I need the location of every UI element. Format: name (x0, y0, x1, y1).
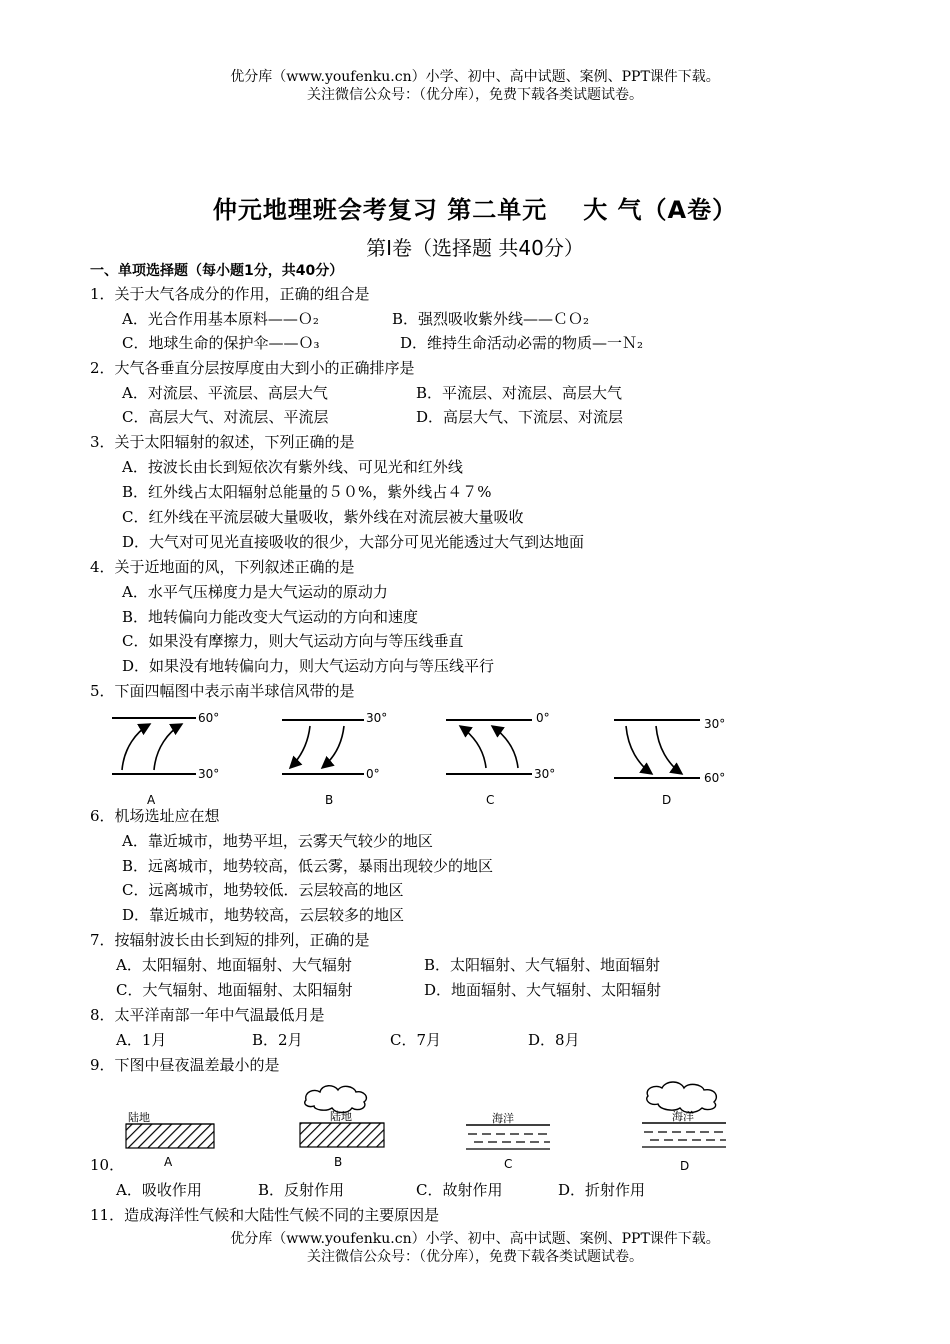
q1-option-c: C．地球生命的保护伞——Ｏ₃ (122, 334, 320, 352)
q5-d-label: D (662, 793, 672, 807)
q2-option-b: B．平流层、对流层、高层大气 (416, 384, 623, 402)
q4-option-d: D．如果没有地转偏向力，则大气运动方向与等压线平行 (122, 657, 495, 675)
q9-a-label: A (164, 1155, 173, 1169)
q5-a-bottom-lat: 30° (198, 767, 220, 781)
q9-panel-d (642, 1082, 726, 1173)
q9-c-label: C (504, 1157, 513, 1171)
q5-panel-b (282, 711, 387, 807)
q11-stem: 11．造成海洋性气候和大陆性气候不同的主要原因是 (90, 1206, 440, 1224)
q5-b-bottom-lat: 0° (366, 767, 380, 781)
q1-option-a: A．光合作用基本原料——Ｏ₂ (122, 310, 319, 328)
header-line-2: 关注微信公众号：（优分库），免费下载各类试题试卷。 (307, 87, 643, 103)
q9-panel-b (300, 1086, 384, 1169)
footer-line-1: 优分库（www.youfenku.cn）小学、初中、高中试题、案例、PPT课件下载。 (230, 1231, 720, 1247)
q5-d-top-lat: 30° (704, 717, 726, 731)
q9-diurnal-range-figure (118, 1078, 738, 1180)
q4-option-c: C．如果没有摩擦力，则大气运动方向与等压线垂直 (122, 632, 464, 650)
q5-b-top-lat: 30° (366, 711, 388, 725)
q8-option-d: D．8月 (528, 1031, 580, 1049)
q7-option-c: C．大气辐射、地面辐射、太阳辐射 (116, 981, 353, 999)
q9-stem: 9．下图中昼夜温差最小的是 (90, 1056, 280, 1074)
q9-a-surface: 陆地 (128, 1111, 150, 1124)
title-part-1: 仲元地理班会考复习 第二单元 (212, 196, 548, 224)
q5-panel-a (112, 711, 219, 807)
q2-stem: 2．大气各垂直分层按厚度由大到小的正确排序是 (90, 359, 415, 377)
q7-option-a: A．太阳辐射、地面辐射、大气辐射 (116, 956, 352, 974)
q8-option-c: C．7月 (390, 1031, 442, 1049)
q8-stem: 8．太平洋南部一年中气温最低月是 (90, 1006, 325, 1024)
q6-option-d: D．靠近城市，地势较高，云层较多的地区 (122, 906, 405, 924)
q9-d-cloud-icon (647, 1082, 717, 1113)
q5-b-label: B (325, 793, 334, 807)
q6-option-a: A．靠近城市，地势平坦，云雾天气较少的地区 (122, 832, 433, 850)
q9-panel-c (466, 1111, 550, 1171)
q10-option-a: A．吸收作用 (116, 1181, 202, 1199)
q9-b-cloud-icon (305, 1086, 367, 1113)
q8-option-b: B．2月 (252, 1031, 303, 1049)
q5-c-top-lat: 0° (536, 711, 550, 725)
q10-stem: 10． (90, 1156, 125, 1174)
q5-c-bottom-lat: 30° (534, 767, 556, 781)
q4-option-a: A．水平气压梯度力是大气运动的原动力 (122, 583, 388, 601)
q9-b-label: B (334, 1155, 343, 1169)
q8-option-a: A．1月 (116, 1031, 167, 1049)
page-title (0, 190, 950, 225)
q10-option-b: B．反射作用 (258, 1181, 345, 1199)
q1-stem: 1．关于大气各成分的作用，正确的组合是 (90, 285, 370, 303)
header-line-1: 优分库（www.youfenku.cn）小学、初中、高中试题、案例、PPT课件下载。 (230, 69, 720, 85)
q5-a-label: A (147, 793, 156, 807)
q10-option-c: C．故射作用 (416, 1181, 503, 1199)
q3-option-a: A．按波长由长到短依次有紫外线、可见光和红外线 (122, 458, 463, 476)
footer-line-2: 关注微信公众号：（优分库），免费下载各类试题试卷。 (307, 1249, 643, 1265)
q3-stem: 3．关于太阳辐射的叙述，下列正确的是 (90, 433, 355, 451)
q9-d-surface: 海洋 (672, 1110, 694, 1123)
q3-option-b: B．红外线占太阳辐射总能量的５０%，紫外线占４７% (122, 483, 492, 501)
q3-option-d: D．大气对可见光直接吸收的很少，大部分可见光能透过大气到达地面 (122, 533, 585, 551)
q9-d-label: D (680, 1159, 690, 1173)
section-heading: 一、单项选择题（每小题1分，共40分） (90, 263, 344, 279)
q7-option-d: D．地面辐射、大气辐射、太阳辐射 (424, 981, 662, 999)
q4-stem: 4．关于近地面的风，下列叙述正确的是 (90, 558, 355, 576)
q9-panel-a (126, 1110, 214, 1169)
q6-option-b: B．远离城市，地势较高，低云雾，暴雨出现较少的地区 (122, 857, 494, 875)
q5-d-bottom-lat: 60° (704, 771, 726, 785)
q2-option-d: D．高层大气、下流层、对流层 (416, 408, 624, 426)
q9-b-surface: 陆地 (330, 1110, 352, 1123)
q2-option-c: C．高层大气、对流层、平流层 (122, 408, 329, 426)
q2-option-a: A．对流层、平流层、高层大气 (122, 384, 328, 402)
q1-option-b: B．强烈吸收紫外线——ＣＯ₂ (392, 310, 590, 328)
q1-option-d: D．维持生命活动必需的物质—一Ｎ₂ (400, 334, 644, 352)
q5-a-top-lat: 60° (198, 711, 220, 725)
q3-option-c: C．红外线在平流层破大量吸收，紫外线在对流层被大量吸收 (122, 508, 524, 526)
title-part-2: 大 气（A卷） (583, 196, 738, 224)
q9-c-surface: 海洋 (492, 1112, 514, 1125)
q6-option-c: C．远离城市，地势较低．云层较高的地区 (122, 881, 404, 899)
q4-option-b: B．地转偏向力能改变大气运动的方向和速度 (122, 608, 419, 626)
q5-c-label: C (486, 793, 495, 807)
q6-stem: 6．机场选址应在想 (90, 807, 220, 825)
q10-option-d: D．折射作用 (558, 1181, 646, 1199)
q7-stem: 7．按辐射波长由长到短的排列，正确的是 (90, 931, 370, 949)
q5-panel-c (446, 711, 555, 807)
page-subtitle: 第Ⅰ卷（选择题 共40分） (366, 236, 584, 260)
q5-wind-belt-figure (100, 708, 760, 812)
q5-stem: 5．下面四幅图中表示南半球信风带的是 (90, 682, 355, 700)
q7-option-b: B．太阳辐射、大气辐射、地面辐射 (424, 956, 661, 974)
q5-panel-d (614, 717, 725, 807)
